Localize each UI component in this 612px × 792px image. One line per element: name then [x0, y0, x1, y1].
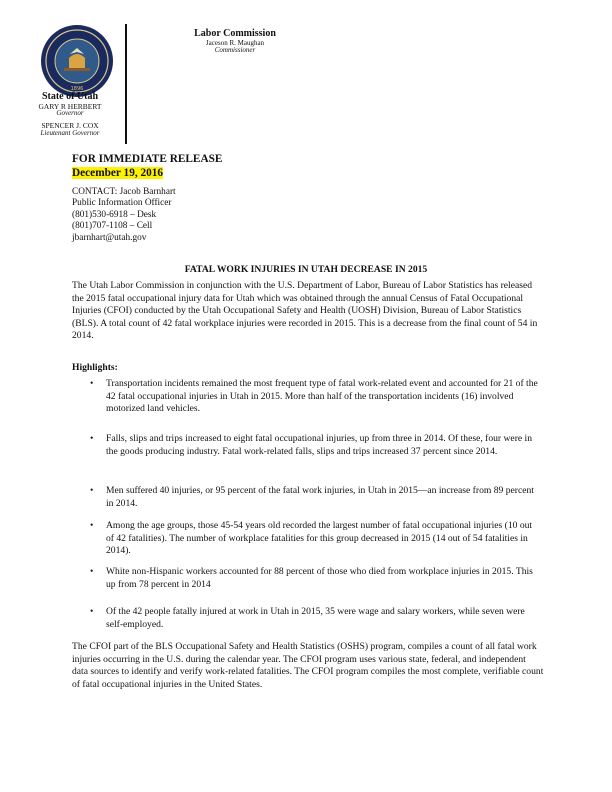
contact-email: jbarnhart@utah.gov	[72, 232, 147, 243]
list-item: • Men suffered 40 injuries, or 95 percent of the fatal work injuries, in Utah in 2015—an increase from 89 percent in 2014.	[90, 485, 534, 509]
list-item: • Falls, slips and trips increased to eight fatal occupational injuries, up from three in 2014. Of these, four were in the goods producing industry. Fatal work-related falls, slips and trips increased 37 percent since 2014.	[90, 433, 533, 457]
list-item: • White non-Hispanic workers accounted for 88 percent of those who died from workplace injuries in 2015. This up from 78 percent in 2014	[90, 566, 533, 590]
contact-block	[72, 187, 176, 244]
governor-name: GARY R HERBERT	[38, 101, 102, 111]
state-seal	[40, 24, 114, 98]
list-item: • Transportation incidents remained the most frequent type of fatal work-related event and accounted for 21 of the 42 fatal occupational injuries in Utah in 2015. More than half of the transportation incidents (16) involved motorized land vehicles.	[90, 378, 538, 414]
contact-line: Public Information Officer	[72, 198, 172, 209]
letterhead-divider	[125, 24, 127, 144]
governor-title: Governor	[56, 109, 84, 118]
svg-text:1896: 1896	[70, 86, 84, 92]
list-item: • Among the age groups, those 45-54 years old recorded the largest number of fatal occupational injuries (10 out of 42 fatalities). The number of workplace fatalities for this group decreased in 2015 (14 out of 54 fatalities in 2014).	[90, 520, 533, 556]
lt-governor-name: SPENCER J. COX	[41, 120, 99, 130]
lt-governor-title: Lieutenant Governor	[40, 128, 100, 137]
release-date: December 19, 2016	[72, 167, 164, 179]
release-header	[72, 152, 222, 180]
headline: FATAL WORK INJURIES IN UTAH DECREASE IN 2015	[184, 264, 428, 275]
agency-block	[170, 29, 300, 54]
contact-line: CONTACT: Jacob Barnhart	[72, 187, 176, 197]
contact-line: (801)530-6918 – Desk	[72, 209, 157, 220]
commissioner-title: Commissioner	[214, 45, 256, 54]
agency-name: Labor Commission	[194, 28, 276, 39]
intro-paragraph: The Utah Labor Commission in conjunction with the U.S. Department of Labor, Bureau of Labor Statistics has released the 2015 fatal occupational injury data for Utah which was obtained through the annual Census of Fatal Occupational Injuries (CFOI) conducted by the Utah Occupational Safety and Health (UOSH) Division, Bureau of Labor Statistics (BLS). A total count of 42 fatal workplace injuries were recorded in 2015. This is a decrease from the final count of 54 in 2014.	[72, 280, 538, 341]
contact-line: (801)707-1108 – Cell	[72, 221, 153, 232]
highlights-heading: Highlights:	[72, 362, 118, 373]
release-label: FOR IMMEDIATE RELEASE	[72, 153, 223, 165]
list-item: • Of the 42 people fatally injured at work in Utah in 2015, 35 were wage and salary workers, while seven were self-employed.	[90, 606, 525, 630]
state-name: State of Utah	[41, 91, 99, 102]
state-officials	[20, 92, 120, 137]
closing-paragraph: The CFOI part of the BLS Occupational Safety and Health Statistics (OSHS) program, compiles a count of all fatal work injuries occurring in the U.S. during the calendar year. The CFOI program uses various state, federal, and independent data sources to identify and verify work-related fatalities. The CFOI program compiles the most complete, verifiable count of fatal occupational injuries in the United States.	[72, 641, 544, 690]
commissioner-name: Jaceson R. Maughan	[205, 38, 265, 47]
